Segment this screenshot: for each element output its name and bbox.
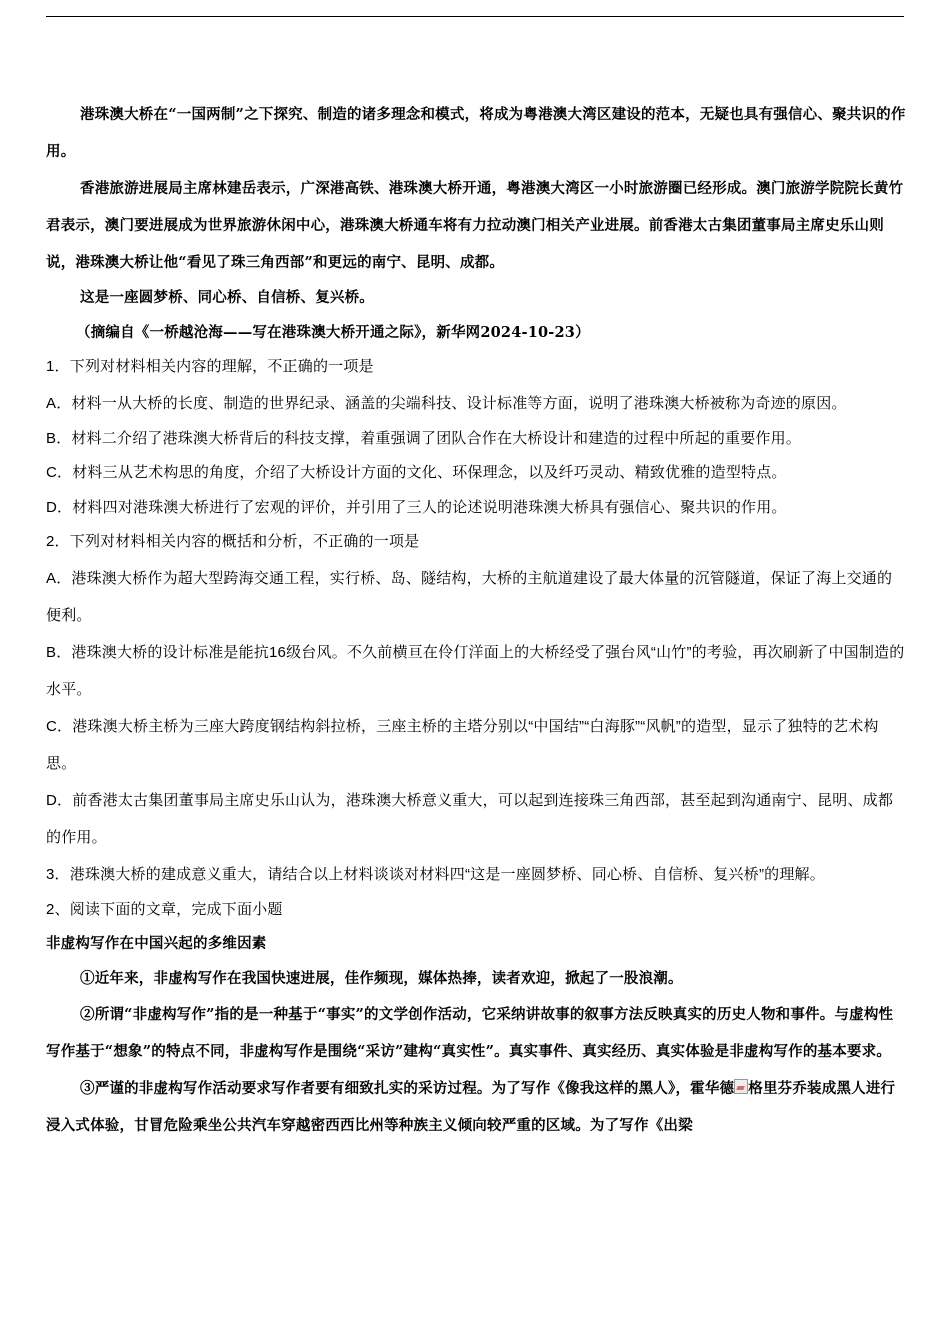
- article-paragraph-3-part-1: ③严谨的非虚构写作活动要求写作者要有细致扎实的采访过程。为了写作《像我这样的黑人》，霍华德: [80, 1080, 735, 1097]
- article-paragraph-2: ②所谓“非虚构写作”指的是一种基于“事实”的文学创作活动，它采纳讲故事的叙事方法反映真实的历史人物和事件。与虚构性写作基于“想象”的特点不同，非虚构写作是围绕“采访”建构“真实性”。真实事件、真实经历、真实体验是非虚构写作的基本要求。: [46, 1006, 894, 1060]
- material4-paragraph-1: 港珠澳大桥在“一国两制”之下探究、制造的诸多理念和模式，将成为粤港澳大湾区建设的范本，无疑也具有强信心、聚共识的作用。: [46, 106, 906, 160]
- question-2-option-b: B．港珠澳大桥的设计标准是能抗16级台风。不久前横亘在伶仃洋面上的大桥经受了强台风“山竹”的考验，再次刷新了中国制造的水平。: [46, 643, 905, 698]
- question-1-option-c: C．材料三从艺术构思的角度，介绍了大桥设计方面的文化、环保理念，以及纤巧灵动、精致优雅的造型特点。: [46, 464, 787, 481]
- question-1-option-d: D．材料四对港珠澳大桥进行了宏观的评价，并引用了三人的论述说明港珠澳大桥具有强信心、聚共识的作用。: [46, 498, 787, 516]
- material4-paragraph-2: 香港旅游进展局主席林建岳表示，广深港高铁、港珠澳大桥开通，粤港澳大湾区一小时旅游圈已经形成。澳门旅游学院院长黄竹君表示，澳门要进展成为世界旅游休闲中心，港珠澳大桥通车将有力拉动澳门相关产业进展。前香港太古集团董事局主席史乐山则说，港珠澳大桥让他“看见了珠三角西部”和更远的南宁、昆明、成都。: [46, 180, 904, 271]
- question-1-option-a: A．材料一从大桥的长度、制造的世界纪录、涵盖的尖端科技、设计标准等方面，说明了港珠澳大桥被称为奇迹的原因。: [46, 394, 847, 412]
- document-body: [46, 96, 906, 1144]
- question-1-option-b: B．材料二介绍了港珠澳大桥背后的科技支撑，着重强调了团队合作在大桥设计和建造的过程中所起的重要作用。: [46, 429, 802, 447]
- question-2-stem: 2．下列对材料相关内容的概括和分析，不正确的一项是: [46, 533, 420, 550]
- broken-image-icon: [734, 1079, 748, 1094]
- header-rule: [46, 16, 904, 17]
- question-1-stem: 1．下列对材料相关内容的理解，不正确的一项是: [46, 358, 374, 375]
- article-paragraph-1: ①近年来，非虚构写作在我国快速进展，佳作频现，媒体热捧，读者欢迎，掀起了一股浪潮。: [80, 969, 683, 987]
- question-3: 3．港珠澳大桥的建成意义重大，请结合以上材料谈谈对材料四“这是一座圆梦桥、同心桥、自信桥、复兴桥”的理解。: [46, 865, 825, 883]
- article-title: 非虚构写作在中国兴起的多维因素: [46, 935, 267, 952]
- section-2-heading: 2、阅读下面的文章，完成下面小题: [46, 900, 283, 918]
- article-paragraph-3: [46, 1070, 906, 1144]
- material4-source: （摘编自《一桥越沧海——写在港珠澳大桥开通之际》，新华网2024-10-23）: [76, 323, 590, 341]
- question-2-option-a: A．港珠澳大桥作为超大型跨海交通工程，实行桥、岛、隧结构，大桥的主航道建设了最大体量的沉管隧道，保证了海上交通的便利。: [46, 569, 893, 624]
- material4-paragraph-3: 这是一座圆梦桥、同心桥、自信桥、复兴桥。: [80, 289, 374, 306]
- question-2-option-d: D．前香港太古集团董事局主席史乐山认为，港珠澳大桥意义重大，可以起到连接珠三角西部，甚至起到沟通南宁、昆明、成都的作用。: [46, 791, 894, 846]
- article-paragraph-3-part-2: 格里芬乔装成黑人进行浸入式体验，甘冒危险乘坐公共汽车穿越密西西比州等种族主义倾向较严重的区域。为了写作《出梁: [46, 1080, 896, 1134]
- question-2-option-c: C．港珠澳大桥主桥为三座大跨度钢结构斜拉桥，三座主桥的主塔分别以“中国结”“白海豚”“风帆”的造型，显示了独特的艺术构思。: [46, 717, 879, 772]
